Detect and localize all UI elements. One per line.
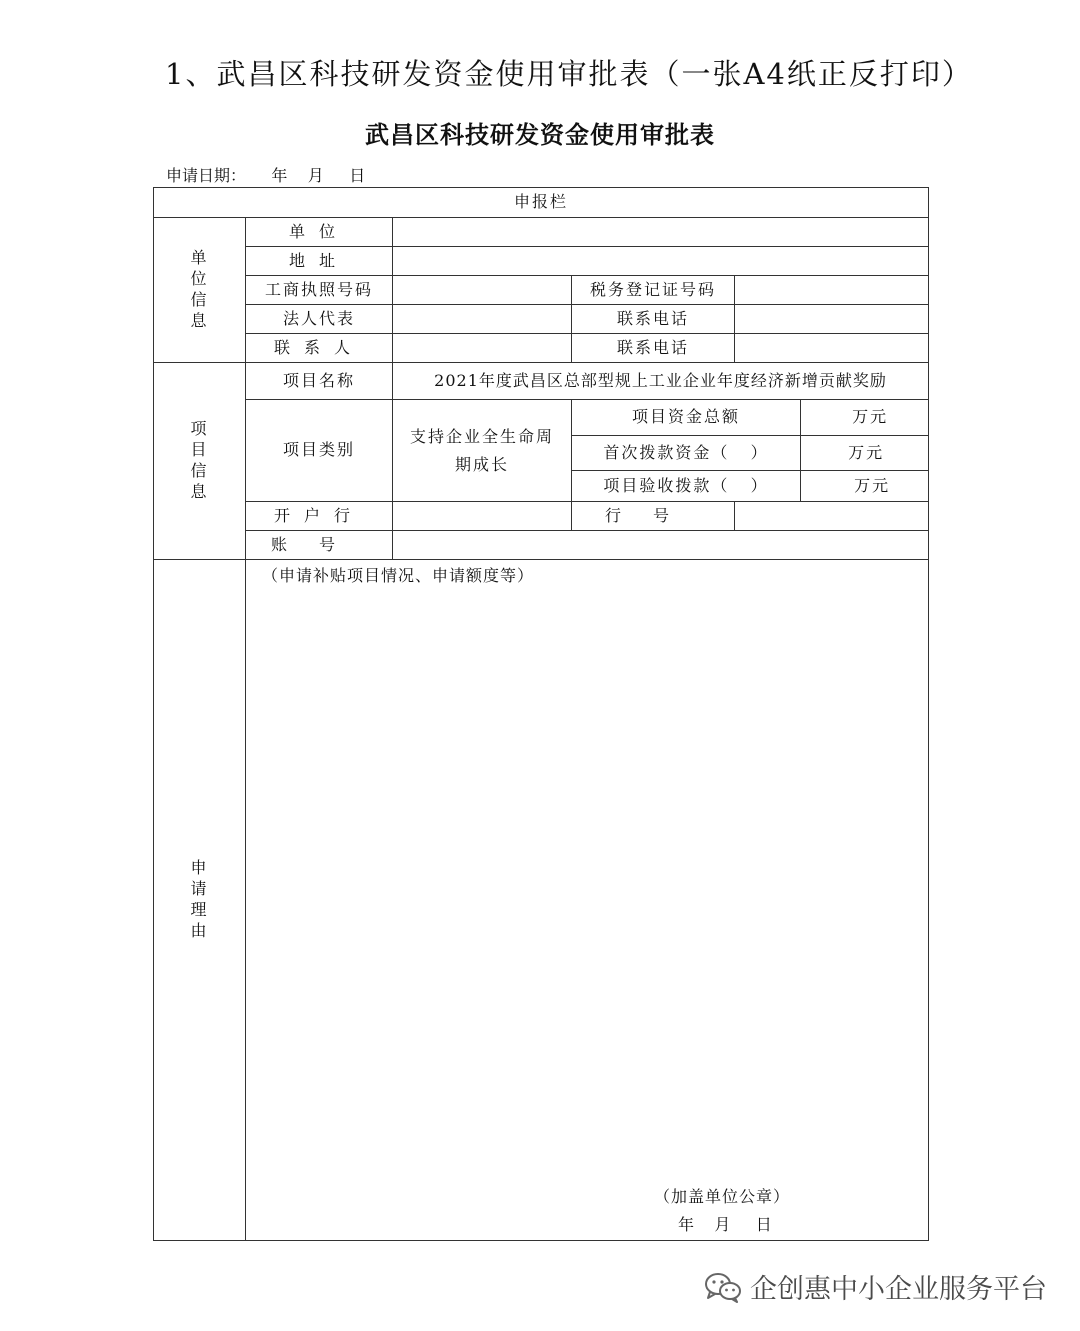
project-category-value: 支持企业全生命周期成长 [410,427,555,474]
account-row [154,531,929,560]
watermark-text: 企创惠中小企业服务平台 [750,1274,1047,1305]
reason-group-label [154,560,246,1241]
reason-group-text: 申请理由 [190,858,209,940]
section-header-row [154,188,929,218]
legal-rep-row [154,305,929,334]
document-heading: 1、武昌区科技研发资金使用审批表（一张A4纸正反打印） [165,57,973,91]
tax-registration-field[interactable] [735,276,929,305]
total-fund-label: 项目资金总额 [572,400,801,436]
project-info-group-text: 项目信息 [190,419,209,501]
contact-phone-field-2[interactable] [735,334,929,363]
unit-info-group-label [154,218,246,363]
contact-person-label: 联系人 [246,334,393,363]
unit-info-group-text: 单位信息 [190,248,209,330]
project-name-value: 2021年度武昌区总部型规上工业企业年度经济新增贡献奖励 [393,363,929,400]
contact-phone-label-2: 联系电话 [572,334,735,363]
business-license-label: 工商执照号码 [246,276,393,305]
project-name-label: 项目名称 [246,363,393,400]
acceptance-payment-label: 项目验收拨款（ ） [572,471,801,502]
business-license-field[interactable] [393,276,572,305]
contact-person-field[interactable] [393,334,572,363]
unit-field[interactable] [393,218,929,247]
unit-row [154,218,929,247]
project-info-group-label [154,363,246,560]
total-fund-row [154,400,929,436]
form-title: 武昌区科技研发资金使用审批表 [365,121,715,149]
approval-form-table [153,187,929,1241]
account-field[interactable] [393,531,929,560]
bank-row [154,502,929,531]
bank-no-label: 行号 [572,502,735,531]
address-label: 地址 [246,247,393,276]
tax-registration-label: 税务登记证号码 [572,276,735,305]
account-label: 账号 [246,531,393,560]
seal-date: 年 月 日 [678,1215,772,1234]
apply-date: 申请日期： 年 月 日 [166,166,366,185]
reason-row [154,560,929,1241]
wechat-icon [704,1271,742,1303]
reason-field[interactable] [246,560,929,1241]
contact-phone-field-1[interactable] [735,305,929,334]
first-payment-unit: 万元 [801,436,929,471]
legal-representative-label: 法人代表 [246,305,393,334]
legal-representative-field[interactable] [393,305,572,334]
bank-field[interactable] [393,502,572,531]
address-field[interactable] [393,247,929,276]
contact-person-row [154,334,929,363]
project-category-label: 项目类别 [246,400,393,502]
contact-phone-label-1: 联系电话 [572,305,735,334]
acceptance-payment-unit: 万元 [801,471,929,502]
address-row [154,247,929,276]
seal-note: （加盖单位公章） [654,1187,791,1206]
project-category-cell [393,400,572,502]
watermark [704,1267,1047,1306]
reason-hint: （申请补贴项目情况、申请额度等） [262,566,535,585]
project-name-row [154,363,929,400]
first-payment-label: 首次拨款资金（ ） [572,436,801,471]
bank-no-field[interactable] [735,502,929,531]
total-fund-unit: 万元 [801,400,929,436]
license-row [154,276,929,305]
bank-label: 开户行 [246,502,393,531]
unit-label: 单位 [246,218,393,247]
section-header: 申报栏 [154,188,929,218]
